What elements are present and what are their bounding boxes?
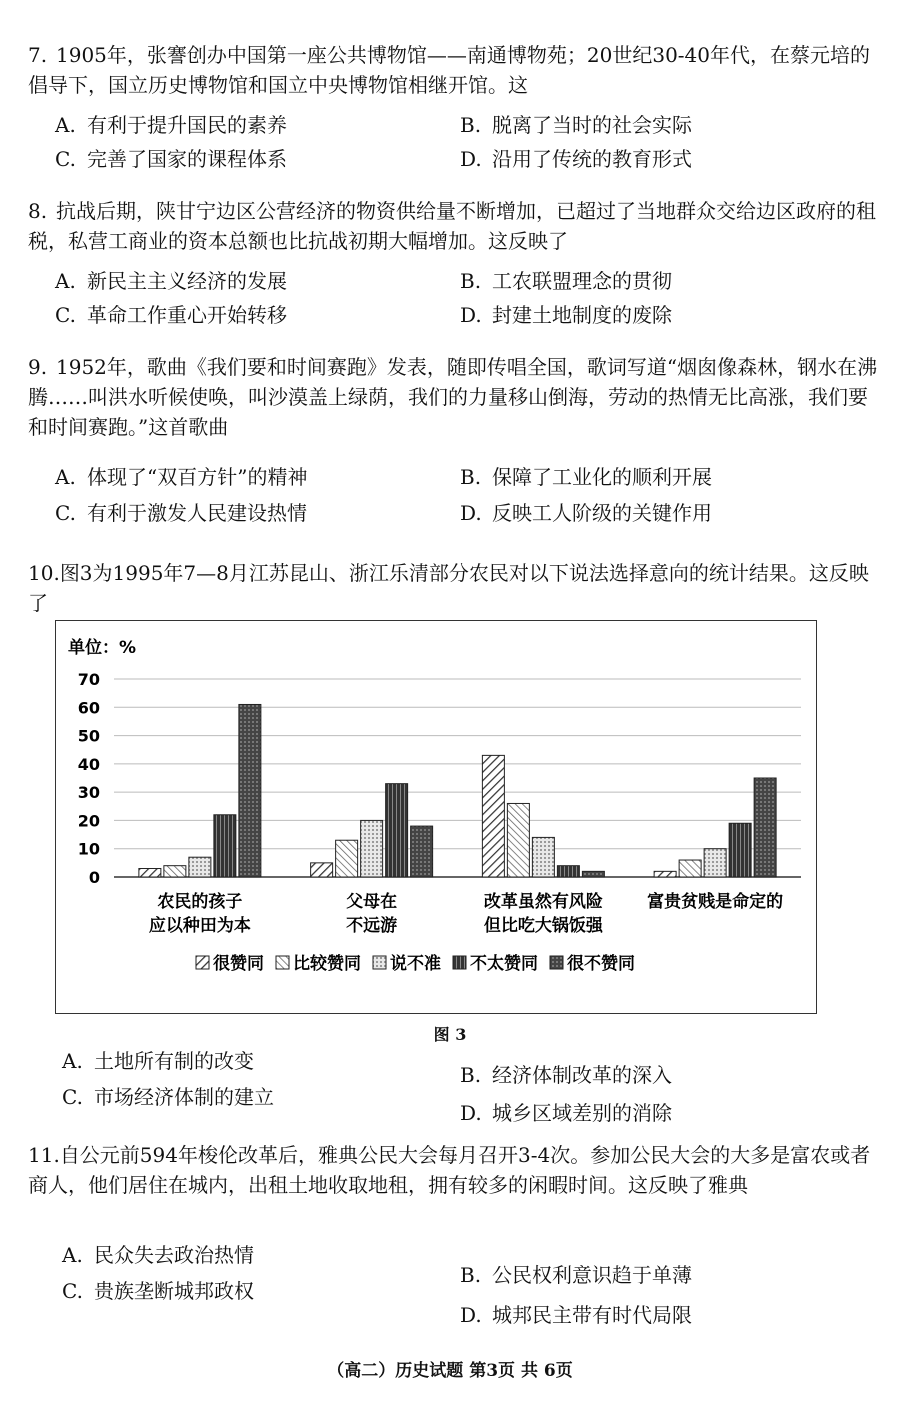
- option-a[interactable]: [62, 1046, 254, 1076]
- bar-chart: [56, 621, 816, 1013]
- options-9: [55, 462, 875, 526]
- option-letter: A.: [55, 465, 76, 489]
- bar-很赞同: [482, 755, 504, 877]
- bar-比较赞同: [164, 866, 186, 877]
- option-letter: A.: [55, 113, 76, 137]
- option-a[interactable]: [62, 1240, 254, 1270]
- bar-比较赞同: [336, 840, 358, 877]
- option-c[interactable]: [55, 300, 287, 330]
- option-c[interactable]: [55, 144, 287, 174]
- question-text: 1952年，歌曲《我们要和时间赛跑》发表，随即传唱全国，歌词写道“烟囱像森林，钢水在沸腾……叫洪水听候使唤，叫沙漠盖上绿荫，我们的力量移山倒海，劳动的热情无比高涨，我们要和时间赛跑。”这首歌曲: [28, 355, 878, 439]
- options-11: [62, 1240, 882, 1330]
- category-label-line: 改革虽然有风险: [483, 892, 603, 912]
- category-label: [346, 891, 397, 936]
- question-text: 图3为1995年7—8月江苏昆山、浙江乐清部分农民对以下说法选择意向的统计结果。这反映了: [28, 561, 869, 615]
- legend-swatch: [550, 956, 563, 969]
- option-text: 有利于激发人民建设热情: [87, 501, 307, 525]
- category-label-line: 不远游: [346, 916, 398, 936]
- option-letter: C.: [55, 147, 76, 171]
- option-text: 市场经济体制的建立: [94, 1085, 274, 1109]
- option-text: 城邦民主带有时代局限: [492, 1303, 692, 1327]
- legend-label: 说不准: [390, 954, 441, 974]
- options-7: [55, 110, 875, 174]
- bar-很不赞同: [239, 704, 261, 877]
- option-letter: B.: [460, 465, 482, 489]
- option-b[interactable]: [460, 266, 672, 296]
- option-letter: B.: [460, 269, 482, 293]
- option-text: 新民主主义经济的发展: [87, 269, 287, 293]
- question-stem: [28, 1140, 878, 1200]
- option-text: 脱离了当时的社会实际: [492, 113, 692, 137]
- bar-不太赞同: [557, 866, 579, 877]
- option-b[interactable]: [460, 462, 712, 492]
- question-text: 自公元前594年梭伦改革后，雅典公民大会每月召开3-4次。参加公民大会的大多是富农或者商人，他们居住在城内，出租土地收取地租，拥有较多的闲暇时间。这反映了雅典: [28, 1143, 871, 1197]
- option-letter: A.: [55, 269, 76, 293]
- option-text: 体现了“双百方针”的精神: [87, 465, 308, 489]
- question-number: 7.: [28, 43, 48, 67]
- option-text: 工农联盟理念的贯彻: [492, 269, 672, 293]
- category-label: [149, 891, 251, 936]
- option-letter: C.: [55, 303, 76, 327]
- legend-swatch: [373, 956, 386, 969]
- option-letter: D.: [460, 1101, 482, 1125]
- question-number: 11.: [28, 1143, 60, 1167]
- bar-很赞同: [311, 863, 333, 877]
- legend-label: 很不赞同: [567, 954, 635, 974]
- category-label: [647, 891, 783, 912]
- question-stem: [28, 558, 878, 618]
- legend-swatch: [196, 956, 209, 969]
- options-8: [55, 266, 875, 330]
- bar-说不准: [532, 837, 554, 877]
- bars: [139, 704, 776, 877]
- bar-不太赞同: [386, 784, 408, 877]
- bar-说不准: [189, 857, 211, 877]
- y-tick-label: 0: [88, 868, 100, 887]
- bar-比较赞同: [679, 860, 701, 877]
- legend-label: 比较赞同: [293, 954, 361, 974]
- option-text: 城乡区域差别的消除: [492, 1101, 672, 1125]
- y-tick-label: 60: [77, 698, 100, 718]
- option-c[interactable]: [62, 1082, 274, 1112]
- y-tick-label: 70: [77, 670, 100, 689]
- option-d[interactable]: [460, 144, 692, 174]
- bar-比较赞同: [507, 803, 529, 877]
- option-text: 公民权利意识趋于单薄: [492, 1263, 692, 1287]
- option-b[interactable]: [460, 110, 692, 140]
- options-10: [62, 1046, 882, 1126]
- category-label-line: 父母在: [346, 892, 398, 912]
- figure-caption: 图 3: [433, 1025, 467, 1044]
- bar-说不准: [704, 849, 726, 877]
- category-label-line: 农民的孩子: [157, 892, 243, 912]
- category-labels: [149, 891, 783, 936]
- question-8: [28, 196, 878, 256]
- option-text: 完善了国家的课程体系: [87, 147, 287, 171]
- y-tick-label: 50: [77, 726, 100, 746]
- unit-label: 单位：%: [68, 638, 137, 658]
- y-tick-label: 30: [77, 783, 100, 803]
- question-11: [28, 1140, 878, 1200]
- category-label: [484, 891, 604, 936]
- legend-label: 很赞同: [213, 954, 264, 974]
- option-text: 经济体制改革的深入: [492, 1063, 672, 1087]
- option-text: 有利于提升国民的素养: [87, 113, 287, 137]
- bar-很不赞同: [754, 778, 776, 877]
- option-a[interactable]: [55, 266, 287, 296]
- option-letter: B.: [460, 1063, 482, 1087]
- option-a[interactable]: [55, 462, 307, 492]
- y-axis-ticks: [78, 670, 100, 887]
- question-number: 8.: [28, 199, 48, 223]
- option-letter: B.: [460, 1263, 482, 1287]
- bar-说不准: [361, 820, 383, 877]
- option-b[interactable]: [460, 1060, 672, 1090]
- option-letter: C.: [62, 1085, 83, 1109]
- option-a[interactable]: [55, 110, 287, 140]
- bar-很赞同: [139, 869, 161, 877]
- option-b[interactable]: [460, 1260, 692, 1290]
- option-letter: D.: [460, 303, 482, 327]
- question-stem: [28, 352, 878, 442]
- option-text: 保障了工业化的顺利开展: [492, 465, 712, 489]
- option-c[interactable]: [55, 498, 307, 528]
- option-text: 革命工作重心开始转移: [87, 303, 287, 327]
- category-label-line: 但比吃大锅饭强: [483, 916, 603, 936]
- option-text: 封建土地制度的废除: [492, 303, 672, 327]
- bar-很不赞同: [411, 826, 433, 877]
- legend-swatch: [276, 956, 289, 969]
- option-d[interactable]: [460, 1098, 672, 1128]
- question-7: [28, 40, 878, 100]
- question-stem: [28, 196, 878, 256]
- bar-不太赞同: [729, 823, 751, 877]
- option-d[interactable]: [460, 498, 712, 528]
- question-stem: [28, 40, 878, 100]
- legend: [196, 953, 635, 974]
- question-number: 9.: [28, 355, 48, 379]
- option-text: 反映工人阶级的关键作用: [492, 501, 712, 525]
- y-tick-label: 40: [77, 754, 100, 774]
- legend-label: 不太赞同: [470, 954, 538, 974]
- option-letter: D.: [460, 1303, 482, 1327]
- y-tick-label: 20: [77, 811, 100, 831]
- option-letter: C.: [55, 501, 76, 525]
- question-number: 10.: [28, 561, 60, 585]
- option-c[interactable]: [62, 1276, 254, 1306]
- option-d[interactable]: [460, 300, 672, 330]
- option-letter: A.: [62, 1243, 83, 1267]
- category-label-line: 富贵贫贱是命定的: [647, 892, 784, 912]
- page-footer: （高二）历史试题 第3页 共 6页: [327, 1361, 573, 1381]
- figure-3-chart: [55, 620, 817, 1014]
- option-letter: B.: [460, 113, 482, 137]
- option-letter: D.: [460, 147, 482, 171]
- legend-swatch: [453, 956, 466, 969]
- y-tick-label: 10: [77, 839, 100, 859]
- category-label-line: 应以种田为本: [148, 916, 251, 936]
- question-text: 1905年，张謇创办中国第一座公共博物馆——南通博物苑；20世纪30-40年代，在蔡元培的倡导下，国立历史博物馆和国立中央博物馆相继开馆。这: [28, 43, 871, 97]
- question-text: 抗战后期，陕甘宁边区公营经济的物资供给量不断增加，已超过了当地群众交给边区政府的租税，私营工商业的资本总额也比抗战初期大幅增加。这反映了: [28, 199, 876, 253]
- question-9: [28, 352, 878, 442]
- option-d[interactable]: [460, 1300, 692, 1330]
- option-text: 沿用了传统的教育形式: [492, 147, 692, 171]
- option-text: 民众失去政治热情: [94, 1243, 254, 1267]
- option-text: 贵族垄断城邦政权: [94, 1279, 254, 1303]
- option-letter: A.: [62, 1049, 83, 1073]
- bar-很赞同: [654, 871, 676, 877]
- bar-不太赞同: [214, 815, 236, 877]
- option-text: 土地所有制的改变: [94, 1049, 254, 1073]
- option-letter: D.: [460, 501, 482, 525]
- question-10: [28, 558, 878, 618]
- option-letter: C.: [62, 1279, 83, 1303]
- bar-很不赞同: [582, 871, 604, 877]
